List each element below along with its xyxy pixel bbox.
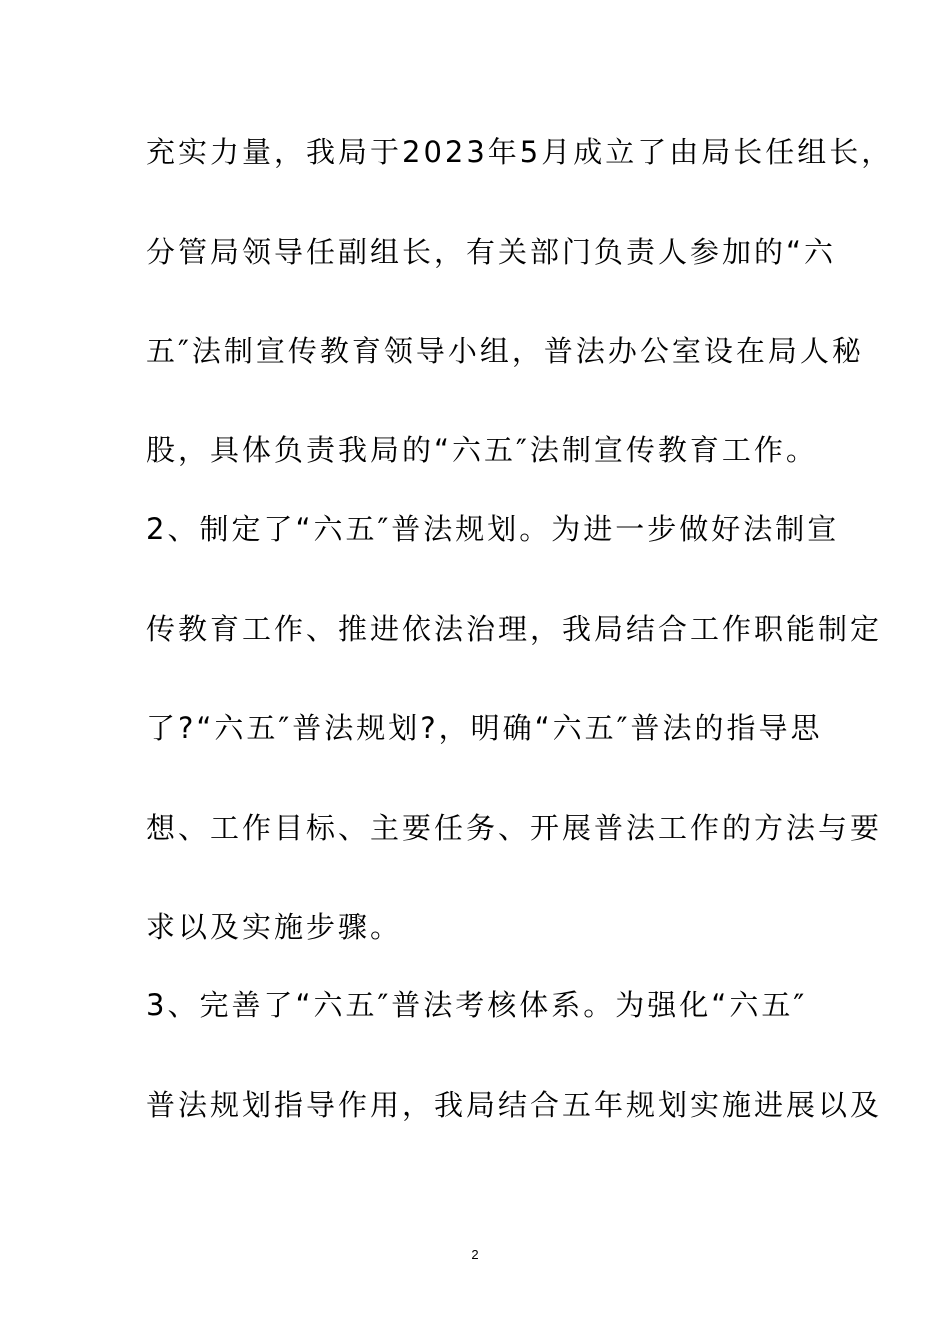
text-line-5: 2、制定了“六五″普法规划。为进一步做好法制宣: [146, 512, 840, 546]
text-line-6: 传教育工作、推进依法治理，我局结合工作职能制定: [146, 612, 883, 646]
text-line-3: 五″法制宣传教育领导小组，普法办公室设在局人秘: [146, 334, 864, 368]
text-line-7: 了?“六五″普法规划?，明确“六五″普法的指导思: [146, 711, 823, 745]
text-line-8: 想、工作目标、主要任务、开展普法工作的方法与要: [146, 811, 883, 845]
text-line-1: 充实力量，我局于2023年5月成立了由局长任组长，: [146, 135, 894, 169]
text-line-9: 求以及实施步骤。: [146, 910, 403, 944]
text-line-2: 分管局领导任副组长，有关部门负责人参加的“六: [146, 235, 837, 269]
text-line-10: 3、完善了“六五″普法考核体系。为强化“六五″: [146, 988, 808, 1022]
text-line-11: 普法规划指导作用，我局结合五年规划实施进展以及: [146, 1088, 883, 1122]
text-line-4: 股，具体负责我局的“六五″法制宣传教育工作。: [146, 433, 818, 467]
page-number: 2: [471, 1247, 479, 1262]
